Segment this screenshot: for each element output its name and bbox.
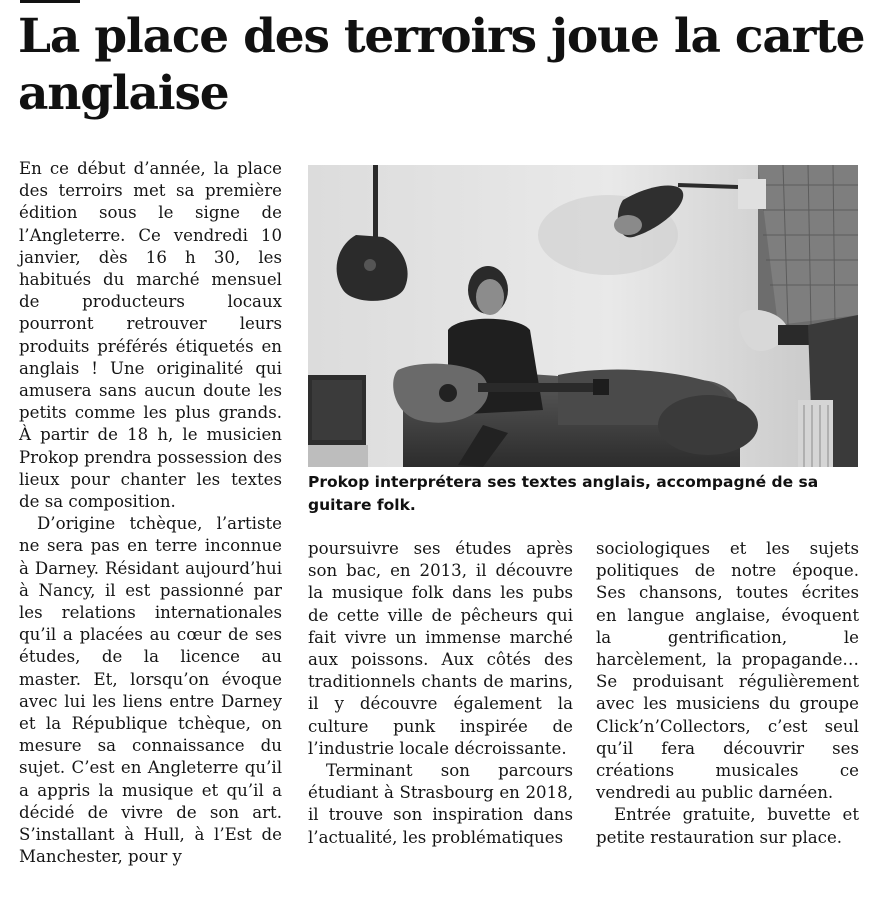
photo-caption: Prokop interprétera ses textes anglais, accompagné de sa guitare folk. bbox=[308, 473, 819, 514]
article-column-3 bbox=[596, 538, 859, 849]
paragraph: Terminant son parcours étudiant à Strasbourg en 2018, il trouve son inspiration dans l’actualité, les problématiques bbox=[308, 761, 573, 847]
paragraph: sociologiques et les sujets politiques de notre époque. Ses chansons, toutes écrites en langue anglaise, évoquent la gentrification, le harcèlement, la propagande… Se produisant régulièrement avec les musiciens du groupe Click’n’Collectors, c’est seul qu’il fera découvrir ses créations musicales ce vendredi au public darnéen. bbox=[596, 539, 859, 803]
paragraph: Entrée gratuite, buvette et petite restauration sur place. bbox=[596, 805, 859, 847]
paragraph: D’origine tchèque, l’artiste ne sera pas en terre inconnue à Darney. Résidant aujourd’hui à Nancy, il est passionné par les relations internationales qu’il a placées au cœur de ses études, de la licence au master. Et, lorsqu’on évoque avec lui les liens entre Darney et la République tchèque, on mesure sa connaissance du sujet. C’est en Angleterre qu’il a appris la musique et qu’il a décidé de vivre de son art. S’installant à Hull, à l’Est de Manchester, pour y bbox=[19, 514, 282, 867]
paragraph: poursuivre ses études après son bac, en 2013, il découvre la musique folk dans les pubs de cette ville de pêcheurs qui fait vivre un immense marché aux poissons. Aux côtés des traditionnels chants de marins, il y découvre également la culture punk inspirée de l’industrie locale décroissante. bbox=[308, 539, 573, 758]
article-headline: La place des terroirs joue la carte anglaise bbox=[18, 9, 865, 121]
article-photo bbox=[308, 165, 858, 467]
section-rule bbox=[20, 0, 80, 3]
article-column-2 bbox=[308, 538, 573, 849]
paragraph: En ce début d’année, la place des terroirs met sa première édition sous le signe de l’Angleterre. Ce vendredi 10 janvier, dès 16 h 30, les habitués du marché mensuel de producteurs locaux pourront retrouver leurs produits préférés étiquetés en anglais ! Une originalité qui amusera sans aucun doute les petits comme les plus grands. À partir de 18 h, le musicien Prokop prendra possession des lieux pour chanter les textes de sa composition. bbox=[19, 159, 282, 512]
article-column-1 bbox=[19, 158, 282, 869]
